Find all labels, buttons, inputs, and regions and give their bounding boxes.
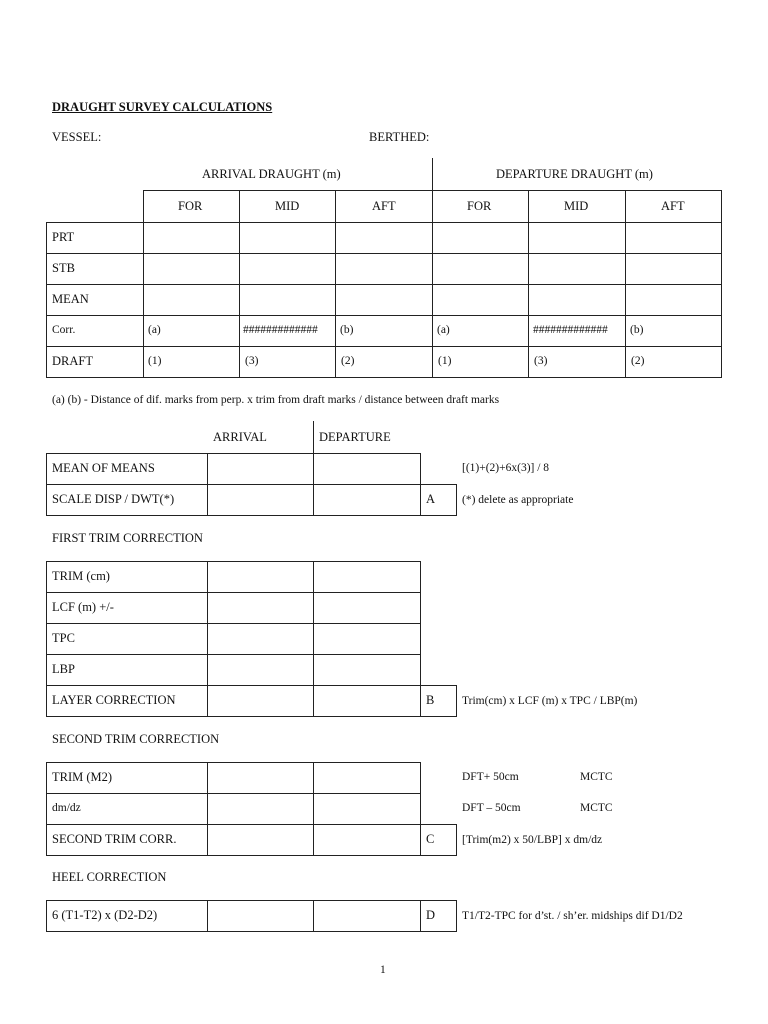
first-trim-heading: FIRST TRIM CORRECTION	[52, 531, 203, 545]
row-label-prt: PRT	[52, 230, 75, 244]
col-aft-arrival: AFT	[372, 199, 396, 213]
corr-cell: (b)	[630, 324, 644, 336]
means-departure-header: DEPARTURE	[319, 430, 391, 444]
row-label-corr: Corr.	[52, 324, 76, 336]
col-for-arrival: FOR	[178, 199, 203, 213]
second-trim-heading: SECOND TRIM CORRECTION	[52, 732, 220, 746]
page-number: 1	[380, 964, 386, 976]
departure-draught-header: DEPARTURE DRAUGHT (m)	[496, 167, 653, 181]
draft-cell: (2)	[631, 355, 645, 367]
mean-of-means-label: MEAN OF MEANS	[52, 461, 155, 475]
row-label-mean: MEAN	[52, 292, 89, 306]
corr-cell: (a)	[437, 324, 450, 336]
col-aft-departure: AFT	[661, 199, 685, 213]
draft-cell: (1)	[148, 355, 162, 367]
draft-cell: (1)	[438, 355, 452, 367]
arrival-draught-header: ARRIVAL DRAUGHT (m)	[202, 167, 341, 181]
row-label-draft: DRAFT	[52, 354, 93, 368]
draft-cell: (3)	[534, 355, 548, 367]
corr-cell: (b)	[340, 324, 354, 336]
lbp-label: LBP	[52, 662, 75, 676]
second-trim-formula: [Trim(m2) x 50/LBP] x dm/dz	[462, 834, 603, 846]
scale-disp-label: SCALE DISP / DWT(*)	[52, 492, 175, 506]
tpc-label: TPC	[52, 631, 75, 645]
lcf-label: LCF (m) +/-	[52, 600, 114, 614]
corr-cell: #############	[533, 324, 608, 336]
trim-cm-label: TRIM (cm)	[52, 569, 110, 583]
code-a: A	[426, 492, 436, 506]
layer-correction-formula: Trim(cm) x LCF (m) x TPC / LBP(m)	[462, 695, 638, 707]
mean-of-means-formula: [(1)+(2)+6x(3)] / 8	[462, 462, 550, 474]
mctc-label: MCTC	[580, 802, 613, 814]
draft-cell: (3)	[245, 355, 259, 367]
heel-heading: HEEL CORRECTION	[52, 870, 167, 884]
dft-minus-label: DFT – 50cm	[462, 802, 521, 814]
code-c: C	[426, 832, 435, 846]
corr-cell: (a)	[148, 324, 161, 336]
col-for-departure: FOR	[467, 199, 492, 213]
vessel-label: VESSEL:	[52, 130, 102, 144]
scale-disp-note: (*) delete as appropriate	[462, 494, 574, 506]
correction-note: (a) (b) - Distance of dif. marks from perp. x trim from draft marks / distance between draft marks	[52, 394, 500, 406]
mctc-label: MCTC	[580, 771, 613, 783]
berthed-label: BERTHED:	[369, 130, 430, 144]
means-arrival-header: ARRIVAL	[213, 430, 267, 444]
heel-formula-label: 6 (T1-T2) x (D2-D2)	[52, 908, 158, 922]
dft-plus-label: DFT+ 50cm	[462, 771, 519, 783]
trim-m2-label: TRIM (M2)	[52, 770, 113, 784]
row-label-stb: STB	[52, 261, 75, 275]
page-title: DRAUGHT SURVEY CALCULATIONS	[52, 100, 273, 114]
second-trim-corr-label: SECOND TRIM CORR.	[52, 832, 177, 846]
col-mid-arrival: MID	[275, 199, 300, 213]
dm-dz-label: dm/dz	[52, 802, 81, 814]
corr-cell: #############	[243, 324, 318, 336]
draft-cell: (2)	[341, 355, 355, 367]
layer-correction-label: LAYER CORRECTION	[52, 693, 176, 707]
heel-formula-note: T1/T2-TPC for d’st. / sh’er. midships dif D1/D2	[462, 910, 683, 922]
col-mid-departure: MID	[564, 199, 589, 213]
code-b: B	[426, 693, 435, 707]
code-d: D	[426, 908, 436, 922]
